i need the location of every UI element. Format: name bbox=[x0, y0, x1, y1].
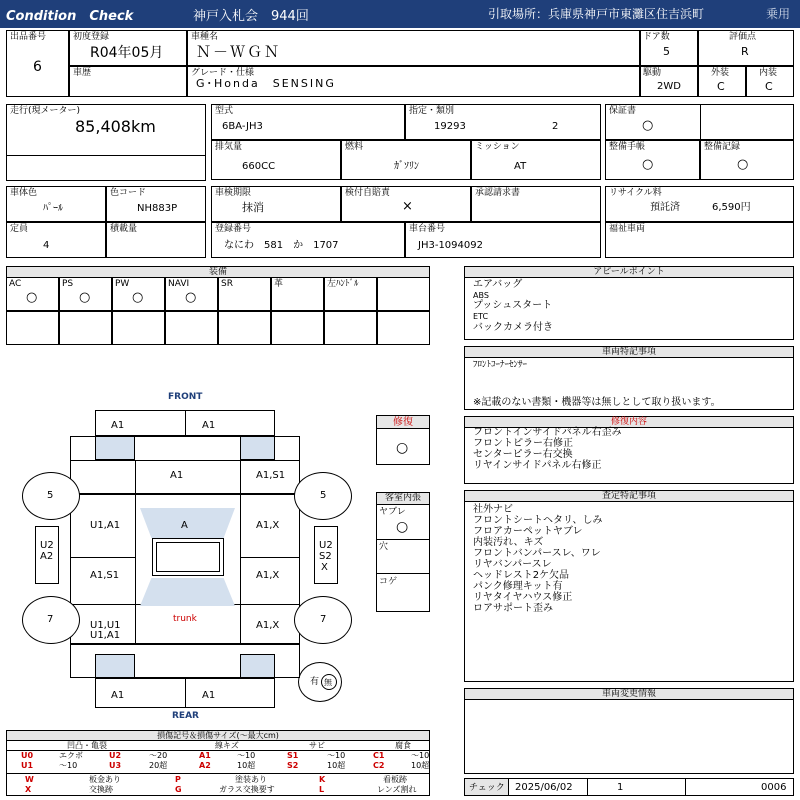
form-line bbox=[140, 578, 235, 606]
form-line bbox=[218, 311, 271, 345]
mission-value: AT bbox=[514, 161, 527, 172]
color-box bbox=[6, 186, 106, 222]
exterior-value: C bbox=[717, 80, 725, 93]
legend-r2-0-0: U1 bbox=[21, 761, 34, 770]
inspection-box bbox=[211, 186, 341, 222]
reg-no-value: なにわ 581 か 1707 bbox=[224, 240, 339, 251]
color-code-label: 色コード bbox=[110, 188, 147, 198]
legend-r2-2-1: 10超 bbox=[237, 761, 256, 770]
self-weight-label: 検付自賠責 bbox=[345, 188, 391, 198]
equipment-items-2-value: ○ bbox=[132, 290, 144, 305]
assessment-panel bbox=[464, 490, 794, 682]
diagram-marks-side-l1: U2 bbox=[40, 540, 54, 551]
approval-label: 承認請求書 bbox=[475, 188, 521, 198]
diagram-marks-door-fr: A1,X bbox=[256, 520, 280, 531]
legend-r2-3-0: S2 bbox=[287, 761, 299, 770]
repair-content-lines-3: リヤインサイドパネル右修正 bbox=[473, 460, 602, 471]
load-box bbox=[106, 222, 206, 258]
diagram-marks-bot-r: A1 bbox=[202, 690, 216, 701]
appeal-lines-0: エアバッグ bbox=[473, 279, 523, 290]
diagram-marks-door-rl: A1,S1 bbox=[90, 570, 120, 581]
maintenance-book-label: 整備手帳 bbox=[609, 142, 646, 152]
form-line bbox=[165, 311, 218, 345]
chassis-value: JH3-1094092 bbox=[418, 240, 483, 251]
special-note: ※記載のない書類・機器等は無しとして取り扱います。 bbox=[473, 397, 721, 408]
equipment-items-3-label: NAVI bbox=[168, 279, 190, 289]
legend-r2-0-1: ～10 bbox=[59, 761, 78, 770]
legend-h-rust: サビ bbox=[309, 741, 325, 750]
form-line bbox=[185, 678, 186, 708]
mileage-value: 85,408km bbox=[75, 117, 156, 136]
lot-number: 6 bbox=[33, 59, 42, 75]
car-name-label: 車種名 bbox=[191, 32, 219, 42]
diagram-marks-side-r2: S2 bbox=[319, 551, 332, 562]
assessment-lines-5: リヤバンパースレ bbox=[473, 559, 552, 570]
fuel-label: 燃料 bbox=[345, 142, 364, 152]
category: 乗用 bbox=[766, 7, 791, 21]
cabin-box bbox=[376, 492, 430, 612]
legend-r1-1-1: ～20 bbox=[149, 751, 168, 760]
diagram-wheels-rr: 7 bbox=[320, 614, 327, 625]
legend-h-corrosion: 腐食 bbox=[395, 741, 411, 750]
equipment-items-1-value: ○ bbox=[79, 290, 91, 305]
form-line bbox=[112, 277, 165, 311]
form-line bbox=[240, 494, 241, 644]
form-line bbox=[59, 311, 112, 345]
displacement-label: 排気量 bbox=[215, 142, 243, 152]
mission-label: ミッション bbox=[475, 142, 520, 152]
lot-box bbox=[6, 30, 69, 97]
assessment-lines-4: フロントバンパースレ、ワレ bbox=[473, 548, 601, 559]
assessment-lines-6: ヘッドレスト2ケ欠品 bbox=[473, 570, 570, 581]
diagram-wheels-fr: 5 bbox=[320, 490, 327, 501]
interior-label: 内装 bbox=[759, 68, 778, 78]
change-info-panel bbox=[464, 688, 794, 774]
diagram-marks-bot-l: A1 bbox=[111, 690, 125, 701]
drive-label: 駆動 bbox=[643, 68, 662, 78]
recycle-label: リサイクル料 bbox=[609, 188, 662, 198]
mileage-label: 走行(現メーター) bbox=[10, 106, 81, 116]
auction-title: 神戸入札会 944回 bbox=[193, 9, 309, 24]
interior-box bbox=[746, 66, 794, 97]
check-label: チェック bbox=[469, 783, 505, 793]
inspection-label: 車検期限 bbox=[215, 188, 252, 198]
form-line bbox=[587, 779, 588, 795]
assessment-title: 査定特記事項 bbox=[464, 490, 794, 502]
repair-content-title: 修復内容 bbox=[464, 416, 794, 428]
special-line1: ﾌﾛﾝﾄｺｰﾅｰｾﾝｻｰ bbox=[473, 360, 528, 370]
cabin-yabure: ヤブレ bbox=[379, 507, 406, 517]
equipment-items-2-label: PW bbox=[115, 279, 130, 289]
designation-value2: 2 bbox=[552, 121, 559, 132]
color-code-box bbox=[106, 186, 206, 222]
drive-value: 2WD bbox=[657, 81, 681, 92]
doors-label: ドア数 bbox=[643, 32, 670, 42]
form-line bbox=[240, 436, 275, 460]
approval-box bbox=[471, 186, 601, 222]
legend-r3-0-0: W bbox=[25, 775, 34, 784]
car-name-value: Ｎ－ＷＧＮ bbox=[196, 43, 282, 61]
equipment-items-3-value: ○ bbox=[185, 290, 197, 305]
legend-r3-0-1: 板金あり bbox=[89, 775, 121, 784]
form-line bbox=[135, 494, 136, 644]
assessment-lines-9: ロアサポート歪み bbox=[473, 603, 553, 614]
capacity-value: 4 bbox=[43, 240, 50, 251]
rating-value: R bbox=[741, 45, 749, 58]
grade-label: グレード・仕様 bbox=[191, 68, 255, 78]
diagram-marks-hood: A1 bbox=[170, 470, 184, 481]
assessment-lines-3: 内装汚れ、キズ bbox=[473, 537, 544, 548]
repair-value: ○ bbox=[396, 440, 409, 456]
appeal-panel bbox=[464, 266, 794, 340]
special-panel bbox=[464, 346, 794, 410]
displacement-value: 660CC bbox=[242, 161, 276, 172]
change-info-title: 車両変更情報 bbox=[464, 688, 794, 700]
legend-r1-2-0: A1 bbox=[199, 751, 211, 760]
reg-no-box bbox=[211, 222, 405, 258]
legend-r1-3-0: S1 bbox=[287, 751, 299, 760]
legend-r1-2-1: ～10 bbox=[237, 751, 256, 760]
load-label: 積載量 bbox=[110, 224, 138, 234]
form-line bbox=[70, 460, 300, 461]
form-line bbox=[377, 539, 429, 540]
form-line bbox=[165, 277, 218, 311]
form-line bbox=[95, 654, 135, 678]
cabin-title: 客室内張 bbox=[376, 492, 430, 505]
diagram-marks-door-fl: U1,A1 bbox=[90, 520, 121, 531]
first-reg-value: R04年05月 bbox=[90, 45, 164, 61]
exterior-box bbox=[698, 66, 746, 97]
diagram-wheels-fl: 5 bbox=[47, 490, 54, 501]
legend-r1-4-0: C1 bbox=[373, 751, 385, 760]
equipment-items-6-label: 左ﾊﾝﾄﾞﾙ bbox=[327, 279, 359, 289]
diagram-tire: 有 bbox=[310, 677, 320, 687]
form-line bbox=[218, 277, 271, 311]
equipment-title: 装備 bbox=[6, 266, 430, 278]
form-line bbox=[240, 557, 300, 558]
form-line bbox=[59, 277, 112, 311]
form-line bbox=[377, 573, 429, 574]
form-line bbox=[240, 460, 241, 494]
appeal-lines-3: ETC bbox=[473, 312, 489, 321]
legend-r1-3-1: ～10 bbox=[327, 751, 346, 760]
legend-h-dent: 凹凸・亀裂 bbox=[67, 741, 107, 750]
maintenance-record-label: 整備記録 bbox=[704, 142, 741, 152]
form-line bbox=[112, 311, 165, 345]
mission-box bbox=[471, 140, 601, 180]
diagram-marks-door-rr: A1,X bbox=[256, 570, 280, 581]
diagram-wheels-rl: 7 bbox=[47, 614, 54, 625]
legend-r3-1-1: 塗装あり bbox=[235, 775, 267, 784]
check-code: 0006 bbox=[761, 782, 787, 793]
color-value: ﾊﾟｰﾙ bbox=[43, 203, 63, 214]
special-title: 車両特記事項 bbox=[464, 346, 794, 358]
diagram-marks-top-l: A1 bbox=[111, 420, 125, 431]
welfare-label: 福祉車両 bbox=[609, 224, 646, 234]
form-line bbox=[135, 460, 136, 494]
pickup-location: 引取場所：兵庫県神戸市東灘区住吉浜町 bbox=[488, 7, 705, 21]
color-code-value: NH883P bbox=[137, 203, 178, 214]
drive-box bbox=[640, 66, 698, 97]
assessment-lines-0: 社外ナビ bbox=[473, 504, 513, 515]
chassis-box bbox=[405, 222, 601, 258]
equipment-items-0-value: ○ bbox=[26, 290, 38, 305]
repair-content-lines-2: センターピラー右交換 bbox=[473, 449, 573, 460]
legend-r1-4-1: ～10 bbox=[411, 751, 430, 760]
warranty-label: 保証書 bbox=[609, 106, 637, 116]
equipment-items-4-label: SR bbox=[221, 279, 233, 289]
warranty-value: ○ bbox=[642, 118, 654, 133]
displacement-box bbox=[211, 140, 341, 180]
rear-label: REAR bbox=[172, 711, 199, 721]
diagram-marks-quarter-l2: U1,A1 bbox=[90, 630, 121, 641]
doors-value: 5 bbox=[663, 45, 670, 58]
form-line bbox=[324, 277, 377, 311]
legend-title: 損傷記号＆損傷サイズ(～最大cm) bbox=[6, 730, 430, 741]
legend-r1-0-0: U0 bbox=[21, 751, 34, 760]
legend-r1-0-1: エクボ bbox=[59, 751, 83, 760]
capacity-box bbox=[6, 222, 106, 258]
model-value: 6BA-JH3 bbox=[222, 121, 263, 132]
legend-h-scratch: 線キズ bbox=[215, 741, 239, 750]
legend-r3-2-1: 看板跡 bbox=[383, 775, 407, 784]
legend-r2-2-0: A2 bbox=[199, 761, 211, 770]
interior-value: C bbox=[765, 80, 773, 93]
rating-label: 評価点 bbox=[729, 32, 757, 42]
form-line bbox=[685, 779, 686, 795]
designation-box bbox=[405, 104, 601, 140]
assessment-lines-1: フロントシートヘタリ、しみ bbox=[473, 515, 603, 526]
rating-box bbox=[698, 30, 794, 66]
check-num: 1 bbox=[617, 782, 624, 793]
form-line bbox=[6, 311, 59, 345]
form-line bbox=[377, 277, 430, 311]
repair-content-lines-1: フロントピラー右修正 bbox=[473, 438, 573, 449]
legend-r4-2-0: L bbox=[319, 785, 325, 794]
reg-no-label: 登録番号 bbox=[215, 224, 252, 234]
damage-legend bbox=[6, 730, 430, 796]
fuel-value: ｶﾞｿﾘﾝ bbox=[394, 161, 419, 172]
legend-r3-1-0: P bbox=[175, 775, 181, 784]
self-weight-value: × bbox=[402, 199, 413, 214]
form-line bbox=[156, 542, 220, 572]
car-name-box bbox=[187, 30, 640, 66]
diagram-marks-roof: A bbox=[181, 520, 188, 531]
model-box bbox=[211, 104, 405, 140]
header-bar bbox=[0, 0, 800, 28]
legend-r2-3-1: 10超 bbox=[327, 761, 346, 770]
legend-r2-1-0: U3 bbox=[109, 761, 122, 770]
capacity-label: 定員 bbox=[10, 224, 29, 234]
designation-label: 指定・類別 bbox=[409, 106, 455, 116]
appeal-lines-4: バックカメラ付き bbox=[473, 322, 553, 333]
self-weight-box bbox=[341, 186, 471, 222]
mileage-box bbox=[6, 104, 206, 181]
legend-r2-4-0: C2 bbox=[373, 761, 385, 770]
cabin-koge: コゲ bbox=[379, 577, 398, 587]
legend-r2-1-1: 20超 bbox=[149, 761, 168, 770]
welfare-box bbox=[605, 222, 794, 258]
front-label: FRONT bbox=[168, 392, 203, 402]
form-line bbox=[271, 277, 324, 311]
form-line bbox=[6, 277, 59, 311]
inspection-value: 抹消 bbox=[242, 201, 264, 214]
legend-r1-1-0: U2 bbox=[109, 751, 122, 760]
diagram-marks-top-r: A1 bbox=[202, 420, 216, 431]
maintenance-book-value: ○ bbox=[642, 157, 654, 172]
diagram-marks-quarter-r: A1,X bbox=[256, 620, 280, 631]
grade-value: G･Honda SENSING bbox=[196, 77, 336, 90]
form-line bbox=[7, 773, 429, 774]
warranty-box bbox=[605, 104, 794, 140]
color-label: 車体色 bbox=[10, 188, 38, 198]
designation-value1: 19293 bbox=[434, 121, 466, 132]
appeal-lines-1: ABS bbox=[473, 291, 489, 300]
diagram-tire-mark: 無 bbox=[324, 678, 332, 687]
diagram-trunk: trunk bbox=[173, 614, 197, 624]
form-line bbox=[377, 311, 430, 345]
legend-r4-0-1: 交換跡 bbox=[89, 785, 113, 794]
logo: Condition Check bbox=[6, 9, 134, 24]
assessment-lines-2: フロアカーペットヤブレ bbox=[473, 526, 583, 537]
form-line bbox=[95, 436, 135, 460]
maintenance-record-box bbox=[700, 140, 794, 180]
equipment-items-5-label: 革 bbox=[274, 279, 284, 289]
legend-r3-2-0: K bbox=[319, 775, 326, 784]
history-label: 車歴 bbox=[73, 68, 92, 78]
diagram-marks-side-l2: A2 bbox=[40, 551, 54, 562]
fuel-box bbox=[341, 140, 471, 180]
assessment-lines-7: パンク修理キット有 bbox=[473, 581, 563, 592]
recycle-status: 預託済 bbox=[650, 202, 680, 213]
legend-r4-1-0: G bbox=[175, 785, 182, 794]
form-line bbox=[185, 410, 186, 436]
diagram-marks-side-r3: X bbox=[321, 562, 328, 573]
check-date: 2025/06/02 bbox=[515, 782, 573, 793]
grade-box bbox=[187, 66, 640, 97]
recycle-amount: 6,590円 bbox=[712, 202, 751, 213]
repair-content-lines-0: フロントインサイドパネル右歪み bbox=[473, 427, 622, 438]
first-reg-label: 初度登録 bbox=[73, 32, 110, 42]
legend-r4-1-1: ガラス交換要す bbox=[219, 785, 275, 794]
appeal-lines-2: プッシュスタート bbox=[473, 300, 553, 311]
equipment-items-0-label: AC bbox=[9, 279, 22, 289]
repair-box bbox=[376, 415, 430, 465]
appeal-title: アピールポイント bbox=[464, 266, 794, 278]
history-box bbox=[69, 66, 187, 97]
recycle-box bbox=[605, 186, 794, 222]
form-line bbox=[700, 105, 701, 139]
diagram-marks-quarter-l1: U1,U1 bbox=[90, 620, 121, 631]
assessment-lines-8: リヤタイヤハウス修正 bbox=[473, 592, 573, 603]
legend-r2-4-1: 10超 bbox=[411, 761, 430, 770]
legend-r4-0-0: X bbox=[25, 785, 32, 794]
legend-r4-2-1: レンズ割れ bbox=[377, 785, 417, 794]
equipment-items-1-label: PS bbox=[62, 279, 74, 289]
check-footer bbox=[464, 778, 794, 796]
repair-label: 修復 bbox=[376, 415, 430, 429]
form-line bbox=[70, 557, 135, 558]
lot-label: 出品番号 bbox=[10, 32, 47, 42]
doors-box bbox=[640, 30, 698, 66]
cabin-yabure-value: ○ bbox=[396, 519, 409, 535]
chassis-label: 車台番号 bbox=[409, 224, 446, 234]
diagram-marks-fender-r: A1,S1 bbox=[256, 470, 286, 481]
maintenance-record-value: ○ bbox=[737, 157, 749, 172]
cabin-ana: 穴 bbox=[379, 542, 389, 552]
form-line bbox=[271, 311, 324, 345]
first-reg-box bbox=[69, 30, 187, 66]
repair-content-panel bbox=[464, 416, 794, 484]
form-line bbox=[240, 654, 275, 678]
form-line bbox=[7, 155, 205, 156]
diagram-marks-side-r1: U2 bbox=[319, 540, 333, 551]
model-label: 型式 bbox=[215, 106, 234, 116]
maintenance-book-box bbox=[605, 140, 700, 180]
exterior-label: 外装 bbox=[711, 68, 730, 78]
form-line bbox=[324, 311, 377, 345]
